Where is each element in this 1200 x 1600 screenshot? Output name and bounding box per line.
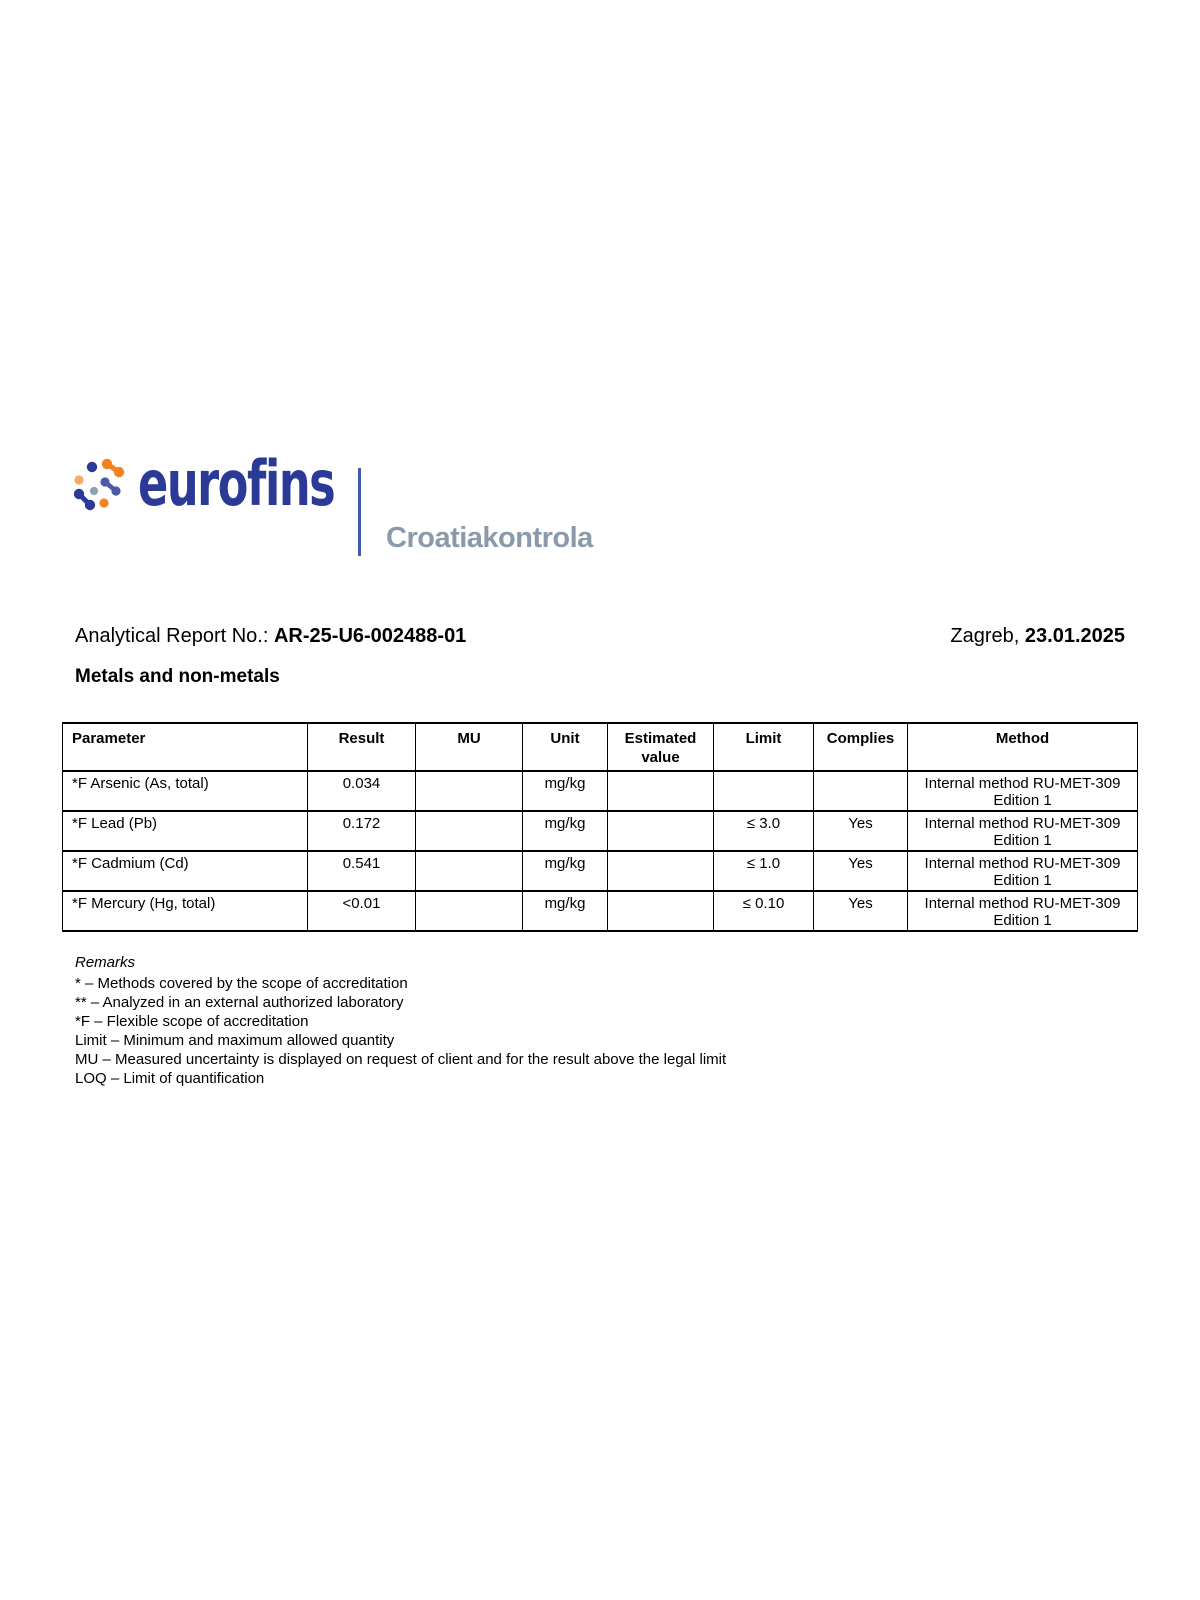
cell-mu xyxy=(416,811,523,851)
table-row xyxy=(63,891,1138,931)
cell-limit xyxy=(714,771,814,811)
table-row xyxy=(63,771,1138,811)
remark-line: MU – Measured uncertainty is displayed on request of client and for the result above the legal limit xyxy=(75,1051,727,1068)
eurofins-logo-dots-icon xyxy=(64,446,136,526)
cell-limit: ≤ 1.0 xyxy=(714,851,814,891)
report-number-line xyxy=(75,624,466,648)
remark-line: Limit – Minimum and maximum allowed quantity xyxy=(75,1032,395,1049)
cell-mu xyxy=(416,851,523,891)
cell-limit: ≤ 0.10 xyxy=(714,891,814,931)
eurofins-logo-wordmark: eurofins xyxy=(138,447,335,520)
cell-complies: Yes xyxy=(814,851,908,891)
col-header-parameter: Parameter xyxy=(63,723,308,771)
place-date-line xyxy=(950,624,1125,648)
cell-method: Internal method RU-MET-309 Edition 1 xyxy=(908,891,1138,931)
cell-limit: ≤ 3.0 xyxy=(714,811,814,851)
cell-unit: mg/kg xyxy=(523,891,608,931)
section-title: Metals and non-metals xyxy=(75,666,280,687)
cell-parameter: *F Arsenic (As, total) xyxy=(63,771,308,811)
cell-estimated-value xyxy=(608,771,714,811)
remark-line: ** – Analyzed in an external authorized laboratory xyxy=(75,994,404,1011)
remark-line: * – Methods covered by the scope of accreditation xyxy=(75,975,408,992)
cell-complies xyxy=(814,771,908,811)
report-number-label: Analytical Report No.: xyxy=(75,625,274,647)
table-header-row xyxy=(63,723,1138,771)
cell-complies: Yes xyxy=(814,891,908,931)
cell-parameter: *F Mercury (Hg, total) xyxy=(63,891,308,931)
cell-result: 0.034 xyxy=(308,771,416,811)
cell-estimated-value xyxy=(608,851,714,891)
cell-parameter: *F Lead (Pb) xyxy=(63,811,308,851)
cell-method: Internal method RU-MET-309 Edition 1 xyxy=(908,771,1138,811)
col-header-result: Result xyxy=(308,723,416,771)
cell-estimated-value xyxy=(608,811,714,851)
cell-method: Internal method RU-MET-309 Edition 1 xyxy=(908,811,1138,851)
remarks-section xyxy=(75,953,726,1088)
cell-mu xyxy=(416,891,523,931)
table-row xyxy=(63,811,1138,851)
logo-divider xyxy=(358,468,361,556)
report-header-line xyxy=(75,624,1125,648)
cell-result: 0.541 xyxy=(308,851,416,891)
col-header-limit: Limit xyxy=(714,723,814,771)
report-number-value: AR-25-U6-002488-01 xyxy=(273,625,467,647)
cell-unit: mg/kg xyxy=(523,771,608,811)
cell-estimated-value xyxy=(608,891,714,931)
results-table xyxy=(62,722,1138,932)
col-header-mu: MU xyxy=(416,723,523,771)
table-row xyxy=(63,851,1138,891)
remark-line: LOQ – Limit of quantification xyxy=(75,1070,265,1087)
cell-unit: mg/kg xyxy=(523,811,608,851)
cell-result: <0.01 xyxy=(308,891,416,931)
cell-parameter: *F Cadmium (Cd) xyxy=(63,851,308,891)
remark-line: *F – Flexible scope of accreditation xyxy=(75,1013,309,1030)
cell-unit: mg/kg xyxy=(523,851,608,891)
report-date: 23.01.2025 xyxy=(1024,625,1125,647)
col-header-estimated-value: Estimated value xyxy=(608,723,714,771)
cell-method: Internal method RU-MET-309 Edition 1 xyxy=(908,851,1138,891)
cell-complies: Yes xyxy=(814,811,908,851)
cell-mu xyxy=(416,771,523,811)
col-header-method: Method xyxy=(908,723,1138,771)
remarks-title: Remarks xyxy=(75,954,136,971)
cell-result: 0.172 xyxy=(308,811,416,851)
col-header-complies: Complies xyxy=(814,723,908,771)
col-header-unit: Unit xyxy=(523,723,608,771)
croatiakontrola-label: Croatiakontrola xyxy=(386,522,593,554)
place-label: Zagreb, xyxy=(950,625,1025,647)
